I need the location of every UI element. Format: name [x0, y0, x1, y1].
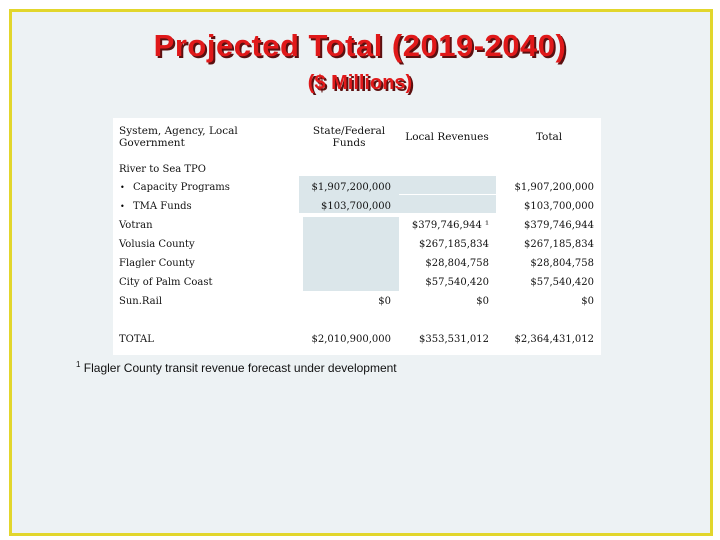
row-label: TMA Funds [133, 201, 192, 212]
row-label: Flagler County [119, 258, 195, 269]
bullet-icon: • [120, 183, 125, 192]
total-value: $1,907,200,000 [514, 182, 594, 193]
local-revenue-value: $57,540,420 [425, 277, 489, 288]
total-value: $0 [581, 296, 594, 307]
total-value: $103,700,000 [524, 201, 594, 212]
header-entity: System, Agency, Local Government [119, 125, 238, 149]
footnote-marker: 1 [76, 360, 81, 369]
grand-total: $2,364,431,012 [514, 334, 594, 345]
slide-subtitle: ($ Millions) [307, 72, 413, 94]
row-label: Sun.Rail [119, 296, 163, 307]
shaded-cell [303, 251, 399, 291]
shaded-cell [399, 195, 496, 213]
local-revenue-value: $267,185,834 [419, 239, 489, 250]
total-row-label: TOTAL [119, 334, 154, 345]
bullet-icon: • [120, 202, 125, 211]
header-local-revenues: Local Revenues [405, 131, 489, 143]
header-state-federal: State/Federal Funds [312, 125, 386, 149]
row-label: Votran [119, 220, 153, 231]
footnote-text: Flagler County transit revenue forecast under development [83, 361, 397, 375]
funding-table [113, 118, 601, 355]
state-federal-total: $2,010,900,000 [311, 334, 391, 345]
row-label: City of Palm Coast [119, 277, 213, 288]
row-label: River to Sea TPO [119, 164, 206, 175]
total-value: $267,185,834 [524, 239, 594, 250]
total-value: $379,746,944 [524, 220, 594, 231]
total-value: $28,804,758 [530, 258, 594, 269]
state-federal-value: $103,700,000 [321, 201, 391, 212]
local-revenue-total: $353,531,012 [419, 334, 489, 345]
header-total: Total [535, 131, 563, 143]
slide-title: Projected Total (2019-2040) [153, 28, 567, 63]
state-federal-value: $1,907,200,000 [311, 182, 391, 193]
row-label: Capacity Programs [133, 182, 230, 193]
footnote [76, 360, 397, 375]
state-federal-value: $0 [378, 296, 391, 307]
shaded-cell [399, 176, 496, 194]
local-revenue-value: $0 [476, 296, 489, 307]
row-label: Volusia County [119, 239, 195, 250]
local-revenue-value: $28,804,758 [425, 258, 489, 269]
local-revenue-value: $379,746,944 ¹ [411, 220, 489, 231]
total-value: $57,540,420 [530, 277, 594, 288]
